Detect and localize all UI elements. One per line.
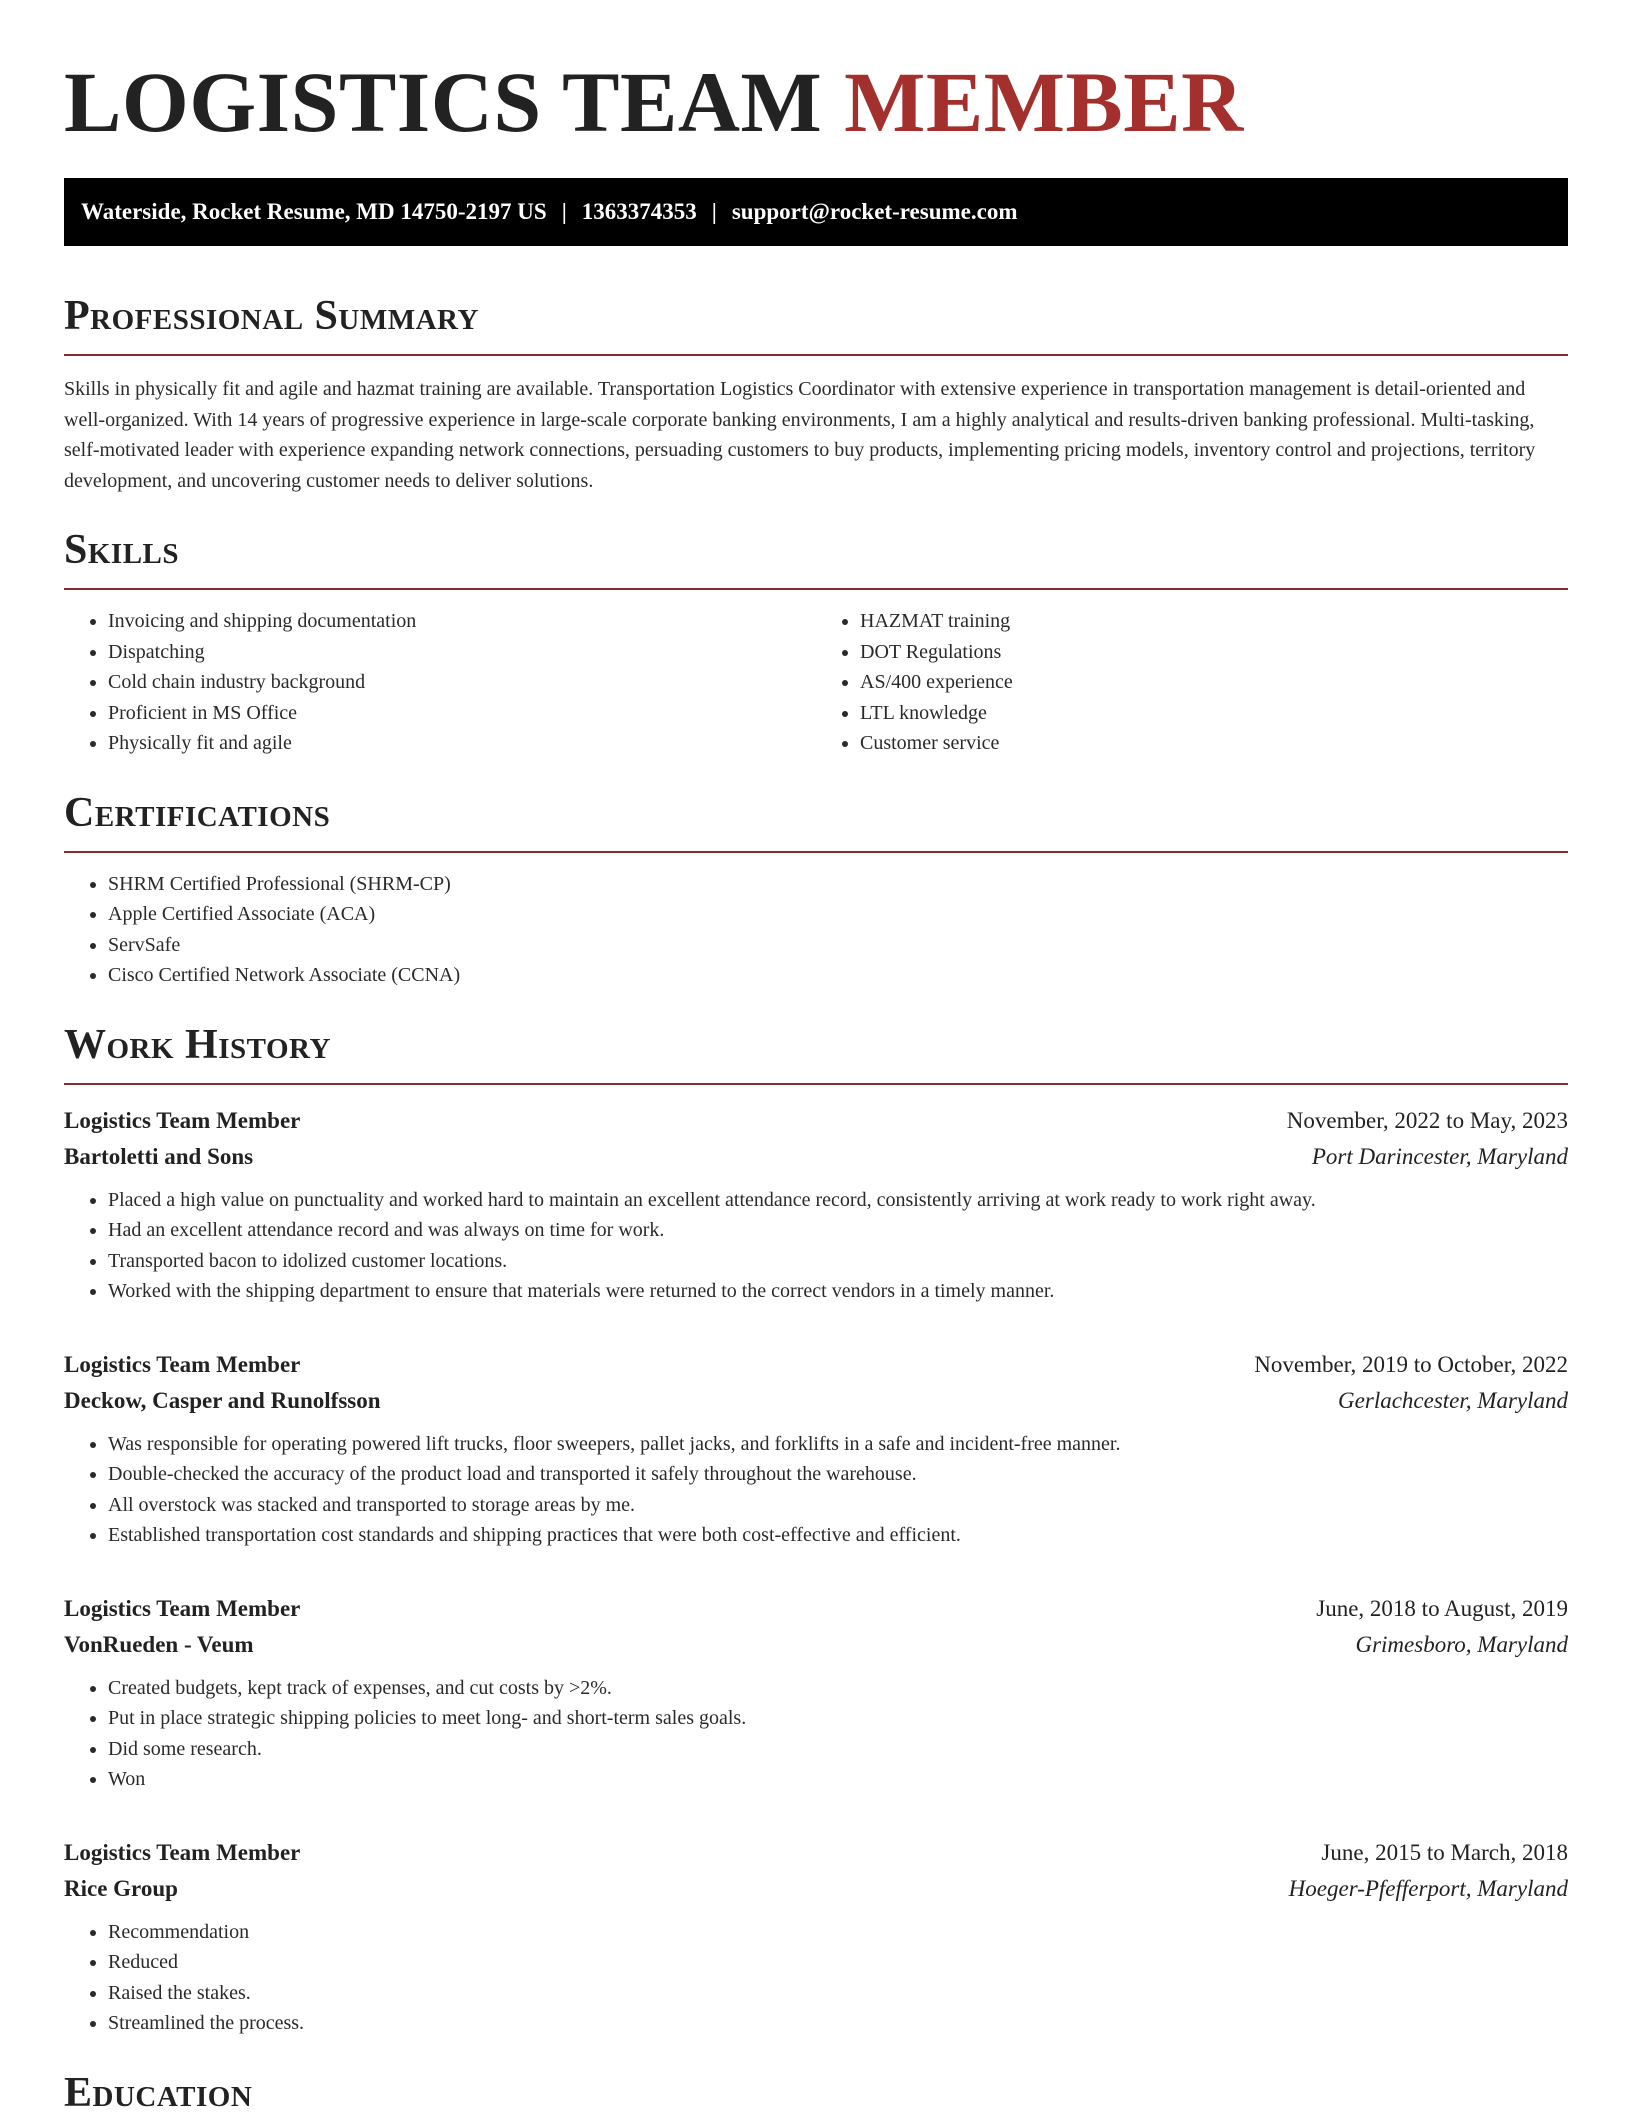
- job-duty: • Raised the stakes.: [108, 1978, 1568, 2009]
- contact-address: Waterside, Rocket Resume, MD 14750-2197 US: [81, 199, 547, 224]
- section-title-skills: Skills: [64, 527, 180, 573]
- job-title: Logistics Team Member: [64, 1351, 301, 1377]
- job-location: Hoeger-Pfefferport, Maryland: [1288, 1875, 1568, 1901]
- certifications-list: [64, 869, 1568, 991]
- section-divider: [64, 1083, 1568, 1085]
- summary-text: Skills in physically fit and agile and hazmat training are available. Transportation Logistics Coordinator with extensive experience in transportation management is detail-oriented and well-organized. With 14 years of progressive experience in large-scale corporate banking environments, I am a highly analytical and results-driven banking professional. Multi-tasking, self-motivated leader with experience expanding network connections, persuading customers to buy products, implementing pricing models, inventory control and projections, territory development, and uncovering customer needs to deliver solutions.: [64, 378, 1536, 492]
- job-company: Deckow, Casper and Runolfsson: [64, 1387, 381, 1413]
- job-duties: [64, 1673, 1568, 1795]
- job-company: Bartoletti and Sons: [64, 1143, 254, 1169]
- job-title: Logistics Team Member: [64, 1595, 301, 1621]
- skill-item: • Physically fit and agile: [108, 728, 816, 759]
- skill-item: • HAZMAT training: [860, 606, 1568, 637]
- job-dates: June, 2015 to March, 2018: [1321, 1839, 1568, 1865]
- job-duties: [64, 1917, 1568, 2039]
- job-company: VonRueden - Veum: [64, 1631, 254, 1657]
- job-entry: [64, 1591, 1568, 1795]
- job-location: Gerlachcester, Maryland: [1338, 1387, 1568, 1413]
- certification-item: • Apple Certified Associate (ACA): [108, 899, 1568, 930]
- job-duty: • Placed a high value on punctuality and worked hard to maintain an excellent attendance record, consistently arriving at work ready to work right away.: [108, 1185, 1568, 1216]
- certification-item: • Cisco Certified Network Associate (CCNA): [108, 960, 1568, 991]
- resume-name: [64, 56, 1568, 148]
- job-dates: November, 2022 to May, 2023: [1286, 1107, 1568, 1133]
- name-accent: MEMBER: [844, 54, 1244, 150]
- skill-item: • Proficient in MS Office: [108, 698, 816, 729]
- job-company: Rice Group: [64, 1875, 178, 1901]
- certification-item: • ServSafe: [108, 930, 1568, 961]
- section-title-work-history: Work History: [64, 1021, 331, 1068]
- job-duty: • Won: [108, 1764, 1568, 1795]
- name-first: LOGISTICS TEAM: [64, 54, 823, 150]
- skill-item: • AS/400 experience: [860, 667, 1568, 698]
- contact-bar: [64, 178, 1568, 246]
- skill-item: • Dispatching: [108, 637, 816, 668]
- contact-phone: 1363374353: [581, 199, 697, 224]
- job-duty: • Created budgets, kept track of expenses, and cut costs by >2%.: [108, 1673, 1568, 1704]
- contact-separator: |: [561, 199, 567, 224]
- section-title-education: Education: [64, 2069, 253, 2116]
- job-duty: • Established transportation cost standards and shipping practices that were both cost-effective and efficient.: [108, 1520, 1568, 1551]
- job-location: Grimesboro, Maryland: [1355, 1631, 1568, 1657]
- skills-list-left: [64, 606, 816, 759]
- certification-item: • SHRM Certified Professional (SHRM-CP): [108, 869, 1568, 900]
- job-dates: November, 2019 to October, 2022: [1254, 1351, 1568, 1377]
- section-title-summary: Professional Summary: [64, 293, 479, 339]
- job-dates: June, 2018 to August, 2019: [1316, 1595, 1568, 1621]
- job-duty: • Recommendation: [108, 1917, 1568, 1948]
- job-entry: [64, 1103, 1568, 1307]
- contact-separator: |: [711, 199, 717, 224]
- skill-item: • DOT Regulations: [860, 637, 1568, 668]
- job-duty: • Streamlined the process.: [108, 2008, 1568, 2039]
- section-divider: [64, 851, 1568, 853]
- job-duty: • Worked with the shipping department to ensure that materials were returned to the correct vendors in a timely manner.: [108, 1276, 1568, 1307]
- job-entry: [64, 1347, 1568, 1551]
- contact-email: support@rocket-resume.com: [731, 199, 1018, 224]
- skills-grid: [64, 590, 1568, 759]
- job-duty: • All overstock was stacked and transported to storage areas by me.: [108, 1490, 1568, 1521]
- skill-item: • Invoicing and shipping documentation: [108, 606, 816, 637]
- job-title: Logistics Team Member: [64, 1839, 301, 1865]
- section-title-certifications: Certifications: [64, 789, 331, 836]
- skills-list-right: [816, 606, 1568, 759]
- section-divider: [64, 354, 1568, 356]
- job-duty: • Double-checked the accuracy of the product load and transported it safely throughout the warehouse.: [108, 1459, 1568, 1490]
- job-location: Port Darincester, Maryland: [1311, 1143, 1568, 1169]
- job-duty: • Did some research.: [108, 1734, 1568, 1765]
- job-title: Logistics Team Member: [64, 1107, 301, 1133]
- job-duty: • Reduced: [108, 1947, 1568, 1978]
- skill-item: • LTL knowledge: [860, 698, 1568, 729]
- job-duty: • Had an excellent attendance record and was always on time for work.: [108, 1215, 1568, 1246]
- job-duty: • Transported bacon to idolized customer locations.: [108, 1246, 1568, 1277]
- job-duties: [64, 1185, 1568, 1307]
- job-entry: [64, 1835, 1568, 2039]
- job-duty: • Put in place strategic shipping policies to meet long- and short-term sales goals.: [108, 1703, 1568, 1734]
- job-duty: • Was responsible for operating powered lift trucks, floor sweepers, pallet jacks, and forklifts in a safe and incident-free manner.: [108, 1429, 1568, 1460]
- job-duties: [64, 1429, 1568, 1551]
- skill-item: • Cold chain industry background: [108, 667, 816, 698]
- skill-item: • Customer service: [860, 728, 1568, 759]
